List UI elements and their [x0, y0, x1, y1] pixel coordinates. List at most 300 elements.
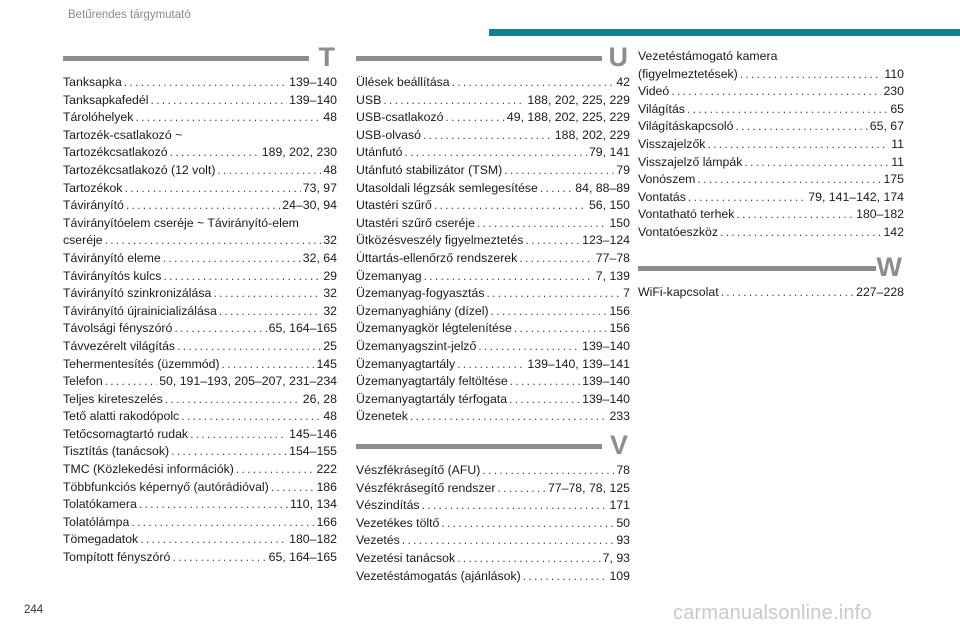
index-entry-term: Tárolóhelyek — [63, 110, 134, 125]
index-entry-pages: 49, 188, 202, 225, 229 — [506, 110, 630, 125]
index-entry — [356, 268, 630, 286]
index-entry-row — [63, 92, 337, 110]
index-entry-term: Tisztítás (tanácsok) — [63, 444, 170, 459]
index-entry — [63, 74, 337, 92]
index-entry-term: Tompított fényszóró — [63, 550, 171, 565]
index-entry-pages: 166 — [316, 514, 337, 529]
index-entry-term: Üzemanyagtartály — [356, 356, 456, 371]
index-entry-term: Utánfutó — [356, 145, 403, 160]
index-entry-pages: 110, 134 — [290, 497, 337, 512]
index-entry-row — [638, 101, 904, 119]
section-letter: V — [609, 430, 628, 460]
index-entry-term: Távirányító szinkronizálása — [63, 286, 212, 301]
index-entry-term: WiFi-kapcsolat — [638, 285, 719, 299]
index-entry-pages: 32, 64 — [302, 250, 337, 265]
index-entry-row — [356, 373, 630, 391]
dot-leader — [124, 74, 287, 92]
index-section-u — [356, 42, 630, 426]
index-entry-pages: 79, 141–142, 174 — [808, 189, 904, 204]
section-divider — [356, 56, 602, 61]
section-header — [63, 42, 337, 72]
dot-leader — [540, 180, 573, 198]
index-entry — [63, 496, 337, 514]
index-entry-term: Utastéri szűrő — [356, 198, 432, 213]
index-entry-row — [356, 285, 630, 303]
dot-leader — [124, 180, 300, 198]
index-entry-pages: 123–124 — [582, 233, 630, 248]
dot-leader — [514, 320, 608, 338]
dot-leader — [177, 338, 321, 356]
index-entry-row — [356, 462, 630, 480]
index-entry — [356, 480, 630, 498]
index-entry-term: Tartozékok — [63, 180, 123, 195]
index-entry-row — [638, 136, 904, 154]
index-entry — [356, 215, 630, 233]
index-entry-pages: 26, 28 — [302, 391, 337, 406]
dot-leader — [170, 144, 260, 162]
index-entry-row — [356, 550, 630, 568]
index-entry-row — [638, 224, 904, 242]
index-entry-row — [356, 92, 630, 110]
index-entry — [356, 515, 630, 533]
index-entry — [638, 48, 904, 83]
index-entry-pages: 139–140 — [289, 75, 337, 89]
index-entry — [356, 320, 630, 338]
index-entry — [356, 285, 630, 303]
index-entry — [356, 462, 630, 480]
index-entry-row — [638, 118, 904, 136]
index-entry-row — [638, 154, 904, 172]
index-entry-pages: 65, 164–165 — [268, 550, 337, 565]
index-entry-pages: 154–155 — [289, 444, 337, 459]
index-entry-pages: 222 — [316, 462, 337, 477]
index-entry-term: Üzemanyag-fogyasztás — [356, 286, 485, 301]
index-entry-pages: 93 — [616, 533, 630, 548]
index-entry — [63, 338, 337, 356]
index-entry — [638, 136, 904, 154]
index-entry — [356, 356, 630, 374]
index-entry — [63, 268, 337, 286]
index-entry-pages: 65, 67 — [869, 119, 904, 134]
index-entry-term: Tető alatti rakodópolc — [63, 409, 180, 424]
index-entry — [356, 232, 630, 250]
index-entry — [63, 391, 337, 409]
index-entry — [63, 373, 337, 391]
index-entry-row — [356, 127, 630, 145]
index-entry-row — [63, 461, 337, 479]
index-entry-term: Vezetés — [356, 533, 400, 548]
section-entries — [638, 284, 904, 302]
index-entry — [638, 154, 904, 172]
index-entry-pages: 56, 150 — [588, 198, 630, 213]
dot-leader — [172, 549, 266, 567]
section-entries — [638, 48, 904, 242]
index-entry-pages: 145 — [316, 356, 337, 371]
index-entry-pages: 77–78 — [595, 250, 630, 265]
dot-leader — [491, 303, 608, 321]
index-entry-row — [356, 180, 630, 198]
dot-leader — [487, 285, 622, 303]
index-entry-pages: 188, 202, 229 — [554, 127, 630, 142]
index-entry-row — [63, 549, 337, 567]
index-entry-pages: 142 — [883, 224, 904, 239]
section-header — [356, 430, 630, 460]
index-entry-row — [63, 144, 337, 162]
index-entry-pages: 156 — [609, 321, 630, 336]
index-entry — [63, 479, 337, 497]
index-entry-term-line: Vezetéstámogató kamera — [638, 49, 778, 63]
index-entry-term: Tetőcsomagtartó rudak — [63, 426, 189, 441]
index-entry-row — [638, 284, 904, 302]
index-entry-term: Videó — [638, 84, 670, 99]
dot-leader — [697, 171, 881, 189]
index-entry-pages: 24–30, 94 — [282, 198, 337, 213]
index-entry-pages: 50 — [616, 515, 630, 530]
index-entry-row — [63, 109, 337, 127]
index-entry-term: Utánfutó stabilizátor (TSM) — [356, 162, 503, 177]
section-letter: W — [876, 252, 902, 282]
index-entry — [63, 426, 337, 444]
dot-leader — [423, 127, 553, 145]
index-entry-pages: 7, 139 — [595, 268, 630, 283]
dot-leader — [736, 206, 854, 224]
index-entry — [356, 338, 630, 356]
index-entry-term: cseréje — [63, 233, 103, 248]
index-entry-row — [63, 320, 337, 338]
index-entry — [63, 162, 337, 180]
index-entry-row — [356, 162, 630, 180]
index-entry-row — [356, 532, 630, 550]
index-entry — [356, 550, 630, 568]
index-entry — [638, 101, 904, 119]
index-entry-row — [356, 232, 630, 250]
index-entry-row — [356, 480, 630, 498]
index-entry — [356, 127, 630, 145]
section-letter: T — [318, 42, 335, 72]
index-entry-pages: 32 — [323, 286, 337, 301]
index-entry-term: Távvezérelt világítás — [63, 338, 176, 353]
index-entry — [356, 303, 630, 321]
index-section-v-continued — [638, 46, 904, 242]
dot-leader — [525, 232, 580, 250]
header-accent-bar — [489, 29, 960, 36]
index-entry-term: Teljes kireteszelés — [63, 391, 163, 406]
index-entry-term: Üzemanyag — [356, 268, 422, 283]
index-entry — [356, 373, 630, 391]
dot-leader — [740, 66, 883, 84]
index-entry-pages: 139–140 — [289, 92, 337, 107]
index-entry — [63, 356, 337, 374]
index-entry-term: Vonószem — [638, 172, 696, 187]
index-entry-pages: 227–228 — [856, 285, 904, 299]
index-entry-pages: 110 — [884, 66, 904, 81]
index-entry-row — [63, 356, 337, 374]
index-entry-pages: 65 — [890, 101, 904, 116]
index-entry-pages: 171 — [609, 498, 630, 513]
index-entry-pages: 78 — [616, 463, 630, 477]
index-entry-row — [356, 320, 630, 338]
dot-leader — [165, 391, 301, 409]
index-entry-pages: 32 — [323, 233, 337, 248]
index-entry — [638, 171, 904, 189]
index-entry-row — [63, 531, 337, 549]
index-entry-row — [638, 83, 904, 101]
index-entry-row — [356, 568, 630, 586]
dot-leader — [105, 373, 158, 391]
dot-leader — [140, 531, 287, 549]
index-section-t — [63, 42, 337, 567]
dot-leader — [707, 136, 889, 154]
index-entry — [356, 197, 630, 215]
dot-leader — [434, 197, 587, 215]
index-entry-row — [63, 197, 337, 215]
dot-leader — [236, 461, 315, 479]
index-entry — [63, 127, 337, 162]
dot-leader — [163, 268, 321, 286]
index-entry-pages: 65, 164–165 — [268, 321, 337, 336]
index-entry-pages: 48 — [323, 409, 337, 424]
dot-leader — [445, 109, 504, 127]
index-entry-term: Tömegadatok — [63, 532, 139, 547]
section-divider — [356, 444, 602, 449]
dot-leader — [410, 408, 608, 426]
index-entry-row — [356, 74, 630, 92]
index-entry — [63, 215, 337, 250]
index-entry — [356, 144, 630, 162]
index-entry — [63, 443, 337, 461]
index-entry-row — [63, 250, 337, 268]
index-entry — [63, 531, 337, 549]
index-entry-row — [638, 189, 904, 207]
dot-leader — [213, 285, 321, 303]
dot-leader — [163, 250, 301, 268]
index-entry — [63, 92, 337, 110]
index-entry-pages: 189, 202, 230 — [261, 145, 337, 160]
index-entry-term: Vontatható terhek — [638, 207, 735, 222]
dot-leader — [523, 568, 608, 586]
dot-leader — [671, 83, 881, 101]
index-entry-pages: 25 — [323, 338, 337, 353]
index-entry-pages: 84, 88–89 — [575, 180, 630, 195]
index-entry-row — [63, 443, 337, 461]
index-entry-row — [63, 426, 337, 444]
index-entry-pages: 139–140 — [582, 338, 630, 353]
index-entry — [63, 180, 337, 198]
index-entry-pages: 7, 93 — [602, 550, 630, 565]
index-entry — [63, 197, 337, 215]
index-entry-row — [63, 514, 337, 532]
index-entry — [356, 250, 630, 268]
dot-leader — [181, 408, 321, 426]
index-entry-pages: 139–140 — [582, 391, 630, 406]
index-entry — [638, 284, 904, 302]
index-section-w — [638, 252, 904, 302]
index-entry — [63, 285, 337, 303]
index-entry-pages: 139–140, 139–141 — [527, 356, 630, 371]
index-entry-pages: 109 — [609, 568, 630, 583]
index-entry-term: Vészindítás — [356, 498, 420, 513]
section-divider — [638, 266, 876, 271]
index-entry-row — [356, 268, 630, 286]
index-entry-row — [63, 408, 337, 426]
index-entry-term: (figyelmeztetések) — [638, 66, 738, 81]
index-entry-term: Távolsági fényszóró — [63, 321, 173, 336]
index-entry — [63, 461, 337, 479]
index-entry-term: USB-csatlakozó — [356, 110, 444, 125]
dot-leader — [510, 373, 580, 391]
dot-leader — [190, 426, 287, 444]
index-entry — [356, 497, 630, 515]
index-entry-row — [638, 66, 904, 84]
index-entry-term-line: Távirányítóelem cseréje ~ Távirányító-elem — [63, 215, 299, 230]
section-entries — [356, 74, 630, 426]
index-entry-row — [63, 373, 337, 391]
index-entry — [356, 408, 630, 426]
dot-leader — [405, 144, 587, 162]
index-entry-pages: 50, 191–193, 205–207, 231–234 — [159, 374, 337, 389]
dot-leader — [457, 356, 525, 374]
index-entry-row — [63, 479, 337, 497]
index-entry — [63, 303, 337, 321]
section-entries — [63, 74, 337, 567]
dot-leader — [477, 215, 608, 233]
index-entry-term: Üzemanyagszint-jelző — [356, 338, 477, 353]
page-header-title: Betűrendes tárgymutató — [68, 9, 191, 21]
index-entry — [63, 514, 337, 532]
index-entry — [356, 180, 630, 198]
index-entry-pages: 32 — [323, 303, 337, 318]
index-entry-term: Többfunkciós képernyő (autórádióval) — [63, 479, 269, 494]
dot-leader — [150, 92, 287, 110]
index-entry-term: TMC (Közlekedési információk) — [63, 462, 234, 477]
index-entry-term: Utasoldali légzsák semlegesítése — [356, 180, 538, 195]
index-entry — [356, 391, 630, 409]
index-entry-term: Ülések beállítása — [356, 75, 450, 89]
index-entry-pages: 11 — [891, 154, 904, 169]
dot-leader — [497, 480, 546, 498]
dot-leader — [131, 514, 314, 532]
index-entry-pages: 175 — [883, 172, 904, 187]
section-letter: U — [608, 42, 628, 72]
index-entry-term: Visszajelző lámpák — [638, 154, 743, 169]
index-entry-row — [356, 215, 630, 233]
index-entry — [356, 532, 630, 550]
dot-leader — [174, 320, 266, 338]
dot-leader — [687, 101, 888, 119]
index-entry-term: Vontatóeszköz — [638, 224, 718, 239]
index-entry-term: Tolatólámpa — [63, 514, 130, 529]
index-entry-term: Világítás — [638, 101, 685, 116]
index-entry-row — [356, 338, 630, 356]
index-entry-pages: 145–146 — [289, 426, 337, 441]
index-entry-row — [638, 171, 904, 189]
dot-leader — [509, 391, 580, 409]
index-entry-term: Tartozékcsatlakozó (12 volt) — [63, 162, 216, 177]
index-entry-term: Üzemanyagtartály feltöltése — [356, 374, 508, 389]
index-entry-pages: 79, 141 — [588, 145, 630, 160]
index-entry-row — [356, 408, 630, 426]
index-entry — [63, 320, 337, 338]
index-entry-row — [63, 338, 337, 356]
dot-leader — [721, 284, 854, 302]
index-entry — [356, 162, 630, 180]
index-entry-term: Tanksapka — [63, 75, 122, 89]
index-entry-row — [356, 250, 630, 268]
index-entry-row — [63, 268, 337, 286]
index-entry-pages: 180–182 — [856, 207, 904, 222]
index-entry-term: Tanksapkafedél — [63, 92, 149, 107]
page-number: 244 — [24, 604, 44, 616]
index-entry — [63, 549, 337, 567]
index-entry — [638, 224, 904, 242]
dot-leader — [383, 92, 525, 110]
index-entry — [63, 109, 337, 127]
index-entry-term: Vezetési tanácsok — [356, 550, 456, 565]
dot-leader — [720, 224, 881, 242]
index-entry-pages: 48 — [323, 110, 337, 125]
index-entry-term: Üzenetek — [356, 409, 408, 424]
index-entry-pages: 11 — [891, 136, 904, 151]
dot-leader — [271, 479, 315, 497]
index-entry-term: Vészfékrásegítő (AFU) — [356, 463, 481, 477]
index-section-v — [356, 430, 630, 585]
index-entry — [638, 189, 904, 207]
index-entry — [63, 250, 337, 268]
index-entry-row — [356, 515, 630, 533]
index-entry-row — [63, 180, 337, 198]
dot-leader — [219, 303, 322, 321]
section-header — [638, 252, 904, 282]
index-entry-row — [356, 144, 630, 162]
index-entry-term: Telefon — [63, 374, 103, 389]
index-entry-row — [63, 496, 337, 514]
dot-leader — [424, 268, 594, 286]
section-entries — [356, 462, 630, 585]
index-entry — [638, 83, 904, 101]
dot-leader — [217, 162, 321, 180]
section-divider — [63, 56, 309, 61]
index-entry-term: Üzemanyaghiány (dízel) — [356, 303, 489, 318]
index-entry-term: Világításkapcsoló — [638, 119, 734, 134]
index-entry-pages: 29 — [323, 268, 337, 283]
index-entry-term: Vezetéstámogatás (ajánlások) — [356, 568, 521, 583]
index-entry-pages: 150 — [609, 215, 630, 230]
index-entry — [356, 568, 630, 586]
index-entry-term: USB-olvasó — [356, 127, 421, 142]
index-entry-term: Visszajelzők — [638, 136, 706, 151]
dot-leader — [688, 189, 806, 207]
index-entry-pages: 77–78, 78, 125 — [547, 480, 630, 495]
index-entry — [356, 74, 630, 92]
index-entry-row — [356, 109, 630, 127]
index-entry-pages: 180–182 — [289, 532, 337, 547]
dot-leader — [126, 197, 280, 215]
watermark-text: carmanualsonline.info — [673, 602, 872, 624]
index-entry-term: Távirányító újrainicializálása — [63, 303, 217, 318]
index-entry-pages: 139–140 — [582, 374, 630, 389]
index-entry-term: USB — [356, 92, 382, 107]
index-entry-term: Ütközésveszély figyelmeztetés — [356, 233, 524, 248]
index-entry — [638, 206, 904, 224]
dot-leader — [744, 154, 889, 172]
index-entry-pages: 156 — [609, 303, 630, 318]
index-entry-term: Távirányító eleme — [63, 250, 161, 265]
dot-leader — [441, 515, 614, 533]
index-entry-pages: 230 — [883, 84, 904, 99]
dot-leader — [519, 250, 594, 268]
index-entry-row — [356, 497, 630, 515]
index-entry-term: Vontatás — [638, 189, 686, 204]
